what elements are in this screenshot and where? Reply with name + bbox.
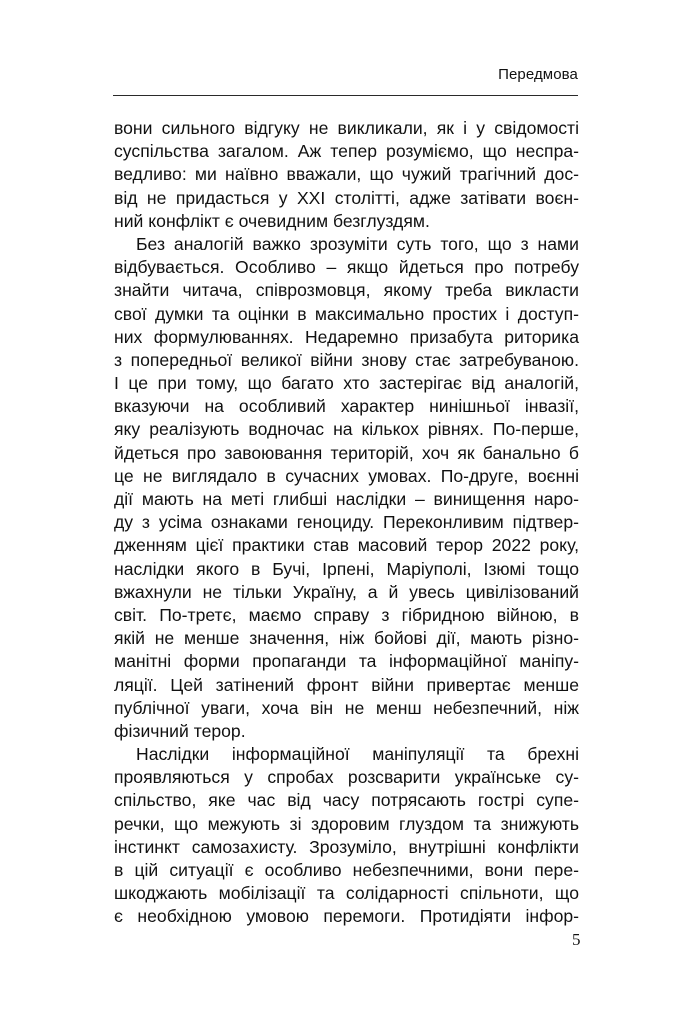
text-line: яку реалізують водночас на кількох рівнях. По-перше, xyxy=(114,419,579,440)
header-rule xyxy=(113,95,578,96)
text-line: дії мають на меті глибші наслідки – винищення наро- xyxy=(114,489,579,509)
text-line: них формулюваннях. Недаремно призабута риторика xyxy=(114,326,579,347)
text-line: спільство, яке час від часу потрясають гострі супе- xyxy=(114,790,579,811)
paragraph-first-line: Без аналогій важко зрозуміти суть того, що з нами xyxy=(136,233,579,254)
text-line: ний конфлікт є очевидним безглуздям. xyxy=(114,210,430,231)
text-line: це не виглядало в сучасних умовах. По-друге, воєнні xyxy=(114,465,579,486)
text-line: ду з усіма ознаками геноциду. Переконливим підтвер- xyxy=(114,512,579,533)
text-line: йдеться про завоювання територій, хоч як банально б xyxy=(114,442,579,463)
text-line: вказуючи на особливий характер нинішньої інвазії, xyxy=(114,396,579,417)
text-line: світ. По-третє, маємо справу з гібридною війною, в xyxy=(114,604,579,625)
text-line: відбувається. Особливо – якщо йдеться про потребу xyxy=(114,257,579,278)
text-line: вони сильного відгуку не викликали, як і у свідомості xyxy=(114,118,579,138)
text-line: манітні форми пропаганди та інформаційної маніпу- xyxy=(114,651,579,672)
text-line: свої думки та оцінки в максимально простих і доступ- xyxy=(114,303,579,324)
text-line: публічної уваги, хоча він не менш небезпечний, ніж xyxy=(114,697,579,718)
text-line: інстинкт самозахисту. Зрозуміло, внутрішні конфлікти xyxy=(114,836,579,857)
running-header-title: Передмова xyxy=(498,66,578,83)
text-line: наслідки якого в Бучі, Ірпені, Маріуполі, Ізюмі тощо xyxy=(114,558,579,579)
text-line: шкоджають мобілізації та солідарності спільноти, що xyxy=(114,883,579,904)
text-line: від не придасться у ХХІ столітті, адже затівати воєн- xyxy=(114,187,579,208)
paragraph-first-line: Наслідки інформаційної маніпуляції та брехні xyxy=(136,744,579,765)
text-line: ведливо: ми наївно вважали, що чужий трагічний дос- xyxy=(114,164,579,185)
text-line: в цій ситуації є особливо небезпечними, вони пере- xyxy=(114,860,579,880)
text-line: суспільства загалом. Аж тепер розуміємо, що неспра- xyxy=(114,141,579,162)
text-line: речки, що межують зі здоровим глуздом та знижують xyxy=(114,813,579,834)
text-line: І це при тому, що багато хто застерігає від аналогій, xyxy=(114,373,579,394)
body-text xyxy=(114,117,579,929)
text-line: фізичний терор. xyxy=(114,720,246,741)
text-line: проявляються у спробах розсварити українське су- xyxy=(114,767,579,788)
text-line: дженням цієї практики став масовий терор 2022 року, xyxy=(114,535,579,556)
text-line: якій не менше значення, ніж бойові дії, мають різно- xyxy=(114,628,579,649)
text-line: з попередньої великої війни знову стає затребуваною. xyxy=(114,349,579,370)
text-line: є необхідною умовою перемоги. Протидіяти інфор- xyxy=(114,906,579,927)
page-number: 5 xyxy=(572,930,581,949)
text-line: знайти читача, співрозмовця, якому треба викласти xyxy=(114,280,579,301)
text-line: ляції. Цей затінений фронт війни привертає менше xyxy=(114,674,579,695)
text-line: вжахнули не тільки Україну, а й увесь цивілізований xyxy=(114,581,579,602)
